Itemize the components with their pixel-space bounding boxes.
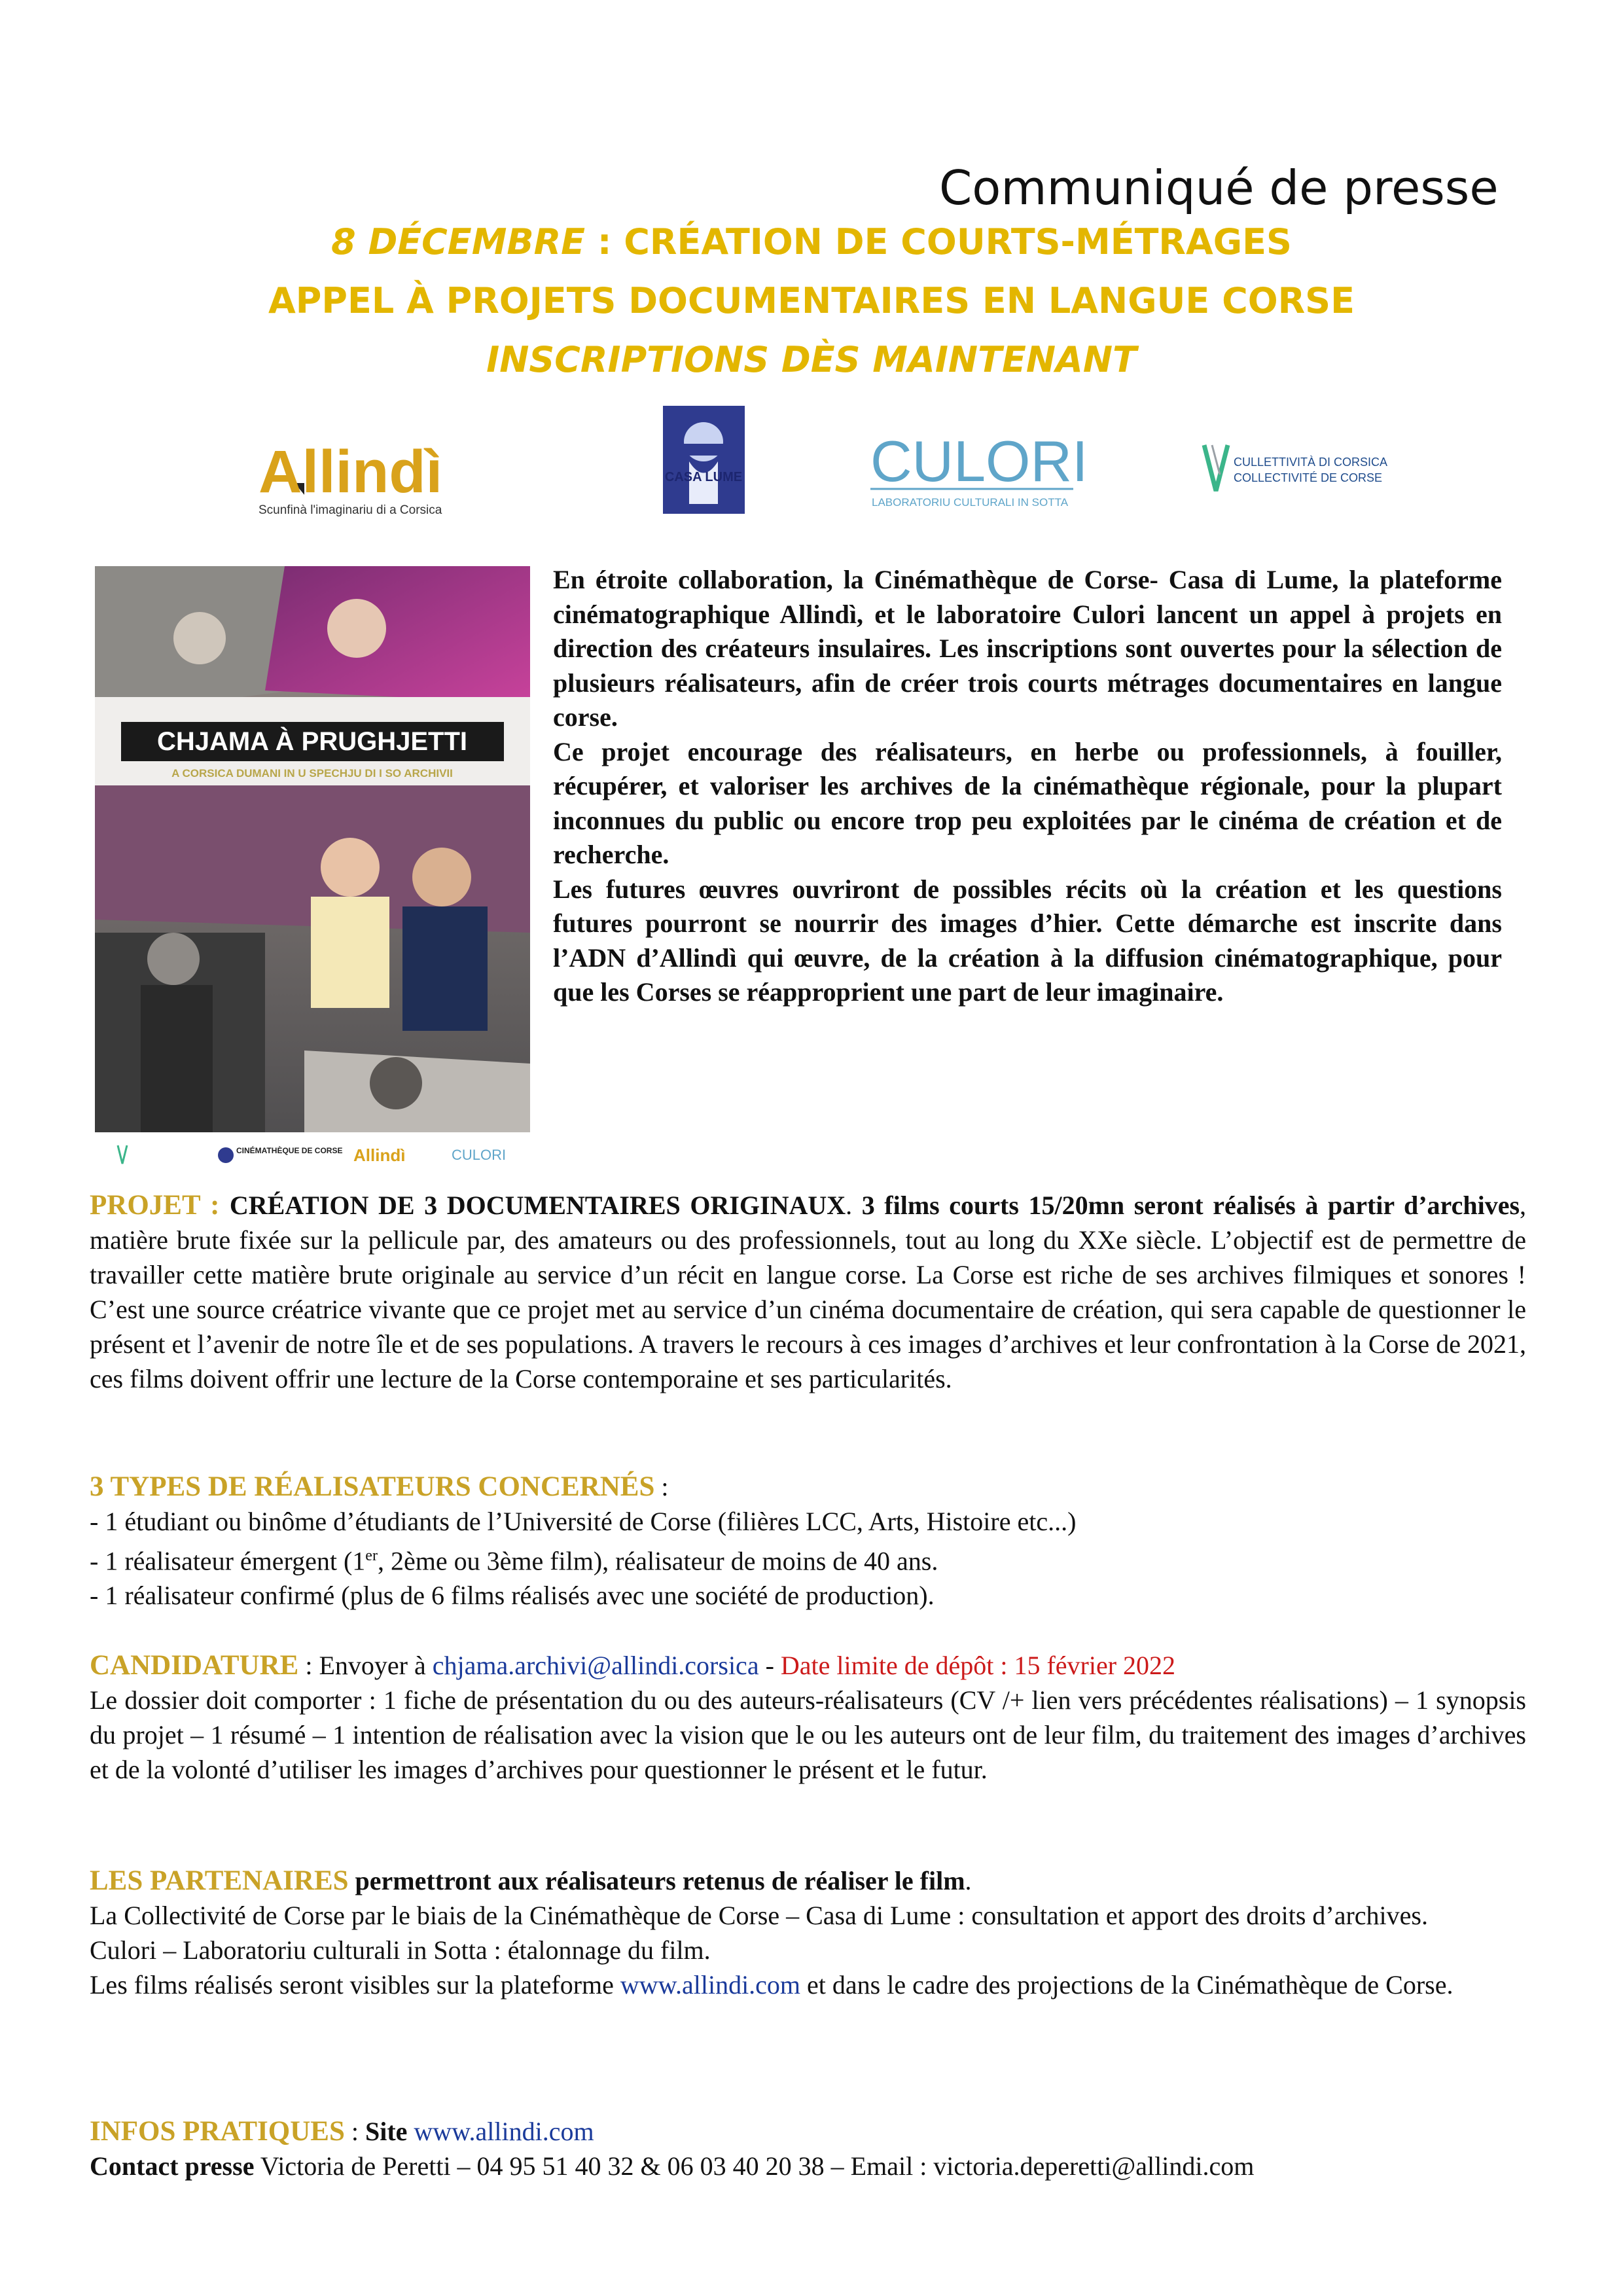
poster-image <box>95 566 530 1178</box>
partenaires-paragraph-2: Culori – Laboratoriu culturali in Sotta : étalonnage du film. <box>90 1935 711 1965</box>
types-item-3: - 1 réalisateur confirmé (plus de 6 films réalisés avec une société de production). <box>90 1581 935 1611</box>
headline-line-3: INSCRIPTIONS DÈS MAINTENANT <box>486 339 1137 380</box>
allindi-logo <box>259 419 494 517</box>
candidature-email-link[interactable]: chjama.archivi@allindi.corsica <box>432 1651 759 1680</box>
candidature-dash: - <box>758 1651 781 1680</box>
infos-contact-text: Victoria de Peretti – 04 95 51 40 32 & 06 03 40 20 38 – Email : victoria.deperetti@allindi.com <box>254 2151 1255 2181</box>
partenaires-paragraph-3 <box>90 1967 1526 2002</box>
cdc-logo-line2: COLLECTIVITÉ DE CORSE <box>1234 471 1383 484</box>
candidature-deadline: Date limite de dépôt : 15 février 2022 <box>780 1651 1176 1680</box>
projet-bold-title: CRÉATION DE 3 DOCUMENTAIRES ORIGINAUX <box>229 1191 846 1220</box>
types-item-2-sup: er <box>365 1547 378 1564</box>
headline-date: 8 DÉCEMBRE <box>331 221 586 262</box>
culori-logo-tagline: LABORATORIU CULTURALI IN SOTTA <box>872 496 1069 509</box>
cdc-logo-line1: CULLETTIVITÀ DI CORSICA <box>1234 456 1388 469</box>
infos-colon: : <box>344 2117 365 2146</box>
types-item-2-a: - 1 réalisateur émergent (1 <box>90 1546 366 1576</box>
allindi-logo-name: Allindì <box>259 439 443 505</box>
intro-paragraph-2: Ce projet encourage des réalisateurs, en herbe ou professionnels, à fouiller, récupérer, et valoriser les archives de la cinémathèque régionale, pour la plupart inconnues du public ou encore trop peu exploitées par le cinéma de création et de recherche. <box>553 736 1502 869</box>
projet-heading: PROJET : <box>90 1190 230 1221</box>
intro-paragraph-1: En étroite collaboration, la Cinémathèque de Corse- Casa di Lume, la plateforme cinématographique Allindì, et le laboratoire Culori lancent un appel à projets en direction des créateurs insulaires. Les inscriptions sont ouvertes pour la sélection de plusieurs réalisateurs, afin de créer trois courts métrages documentaires en langue corse. <box>553 565 1502 732</box>
intro-paragraph-3: Les futures œuvres ouvriront de possibles récits où la création et les questions futures pourront se nourrir des images d’hier. Cette démarche est inscrite dans l’ADN d’Allindì qui œuvre, de la création à la diffusion cinématographique, pour que les Corses se réapproprient une part de leur imaginaire. <box>553 874 1502 1007</box>
casa-logo-text: CASA LUME <box>664 470 743 484</box>
culori-logo <box>870 429 1088 514</box>
infos-site-link[interactable]: www.allindi.com <box>407 2117 594 2146</box>
section-projet <box>90 1188 1526 1396</box>
allindi-logo-tagline: Scunfinà l'imaginariu di a Corsica <box>259 503 442 517</box>
section-types <box>90 1469 1526 1613</box>
poster-footer-logo-2: Allindì <box>353 1145 406 1165</box>
partenaires-site-link[interactable]: www.allindi.com <box>620 1970 801 2000</box>
collectivite-de-corse-logo <box>1198 432 1388 504</box>
candidature-heading: CANDIDATURE <box>90 1650 299 1681</box>
infos-heading: INFOS PRATIQUES <box>90 2116 345 2147</box>
poster-footer <box>95 1132 530 1178</box>
types-colon: : <box>654 1472 669 1501</box>
partenaires-p3-a: Les films réalisés seront visibles sur la plateforme <box>90 1970 620 2000</box>
partenaires-dot: . <box>965 1866 972 1895</box>
projet-bold-films: 3 films courts 15/20mn seront réalisés à partir d’archives <box>861 1191 1520 1220</box>
poster-footer-logo-3: CULORI <box>452 1147 507 1163</box>
casa-di-lume-logo <box>663 406 745 514</box>
headline-line-2: APPEL À PROJETS DOCUMENTAIRES EN LANGUE CORSE <box>268 280 1355 321</box>
section-candidature <box>90 1648 1526 1787</box>
types-heading: 3 TYPES DE RÉALISATEURS CONCERNÉS <box>90 1471 655 1502</box>
infos-site-label: Site <box>365 2117 408 2146</box>
partenaires-bold: permettront aux réalisateurs retenus de réaliser le film <box>348 1866 965 1895</box>
poster-footer-logo-1: CINÉMATHÈQUE DE CORSE <box>236 1146 343 1155</box>
culori-logo-name: CULORI <box>870 429 1088 493</box>
poster-subtitle: A CORSICA DUMANI IN U SPECHJU DI I SO ARCHIVII <box>171 767 453 780</box>
candidature-text: Le dossier doit comporter : 1 fiche de présentation du ou des auteurs-réalisateurs (CV /+ lien vers précédentes réalisations) – 1 synopsis du projet – 1 résumé – 1 intention de réalisation avec la vision que le ou les auteurs ont de leur film, du traitement des images d’archives et de la volonté d’utiliser les images d’archives pour questionner le présent et le futur. <box>90 1685 1526 1784</box>
section-partenaires <box>90 1863 1526 2002</box>
types-item-2 <box>90 1539 1526 1578</box>
projet-separator: . <box>846 1191 862 1220</box>
section-infos <box>90 2114 1526 2183</box>
partenaires-heading: LES PARTENAIRES <box>90 1865 349 1896</box>
intro-text <box>553 563 1502 1010</box>
headline-line-1 <box>0 221 1623 262</box>
headline-line-1-text: : CRÉATION DE COURTS-MÉTRAGES <box>585 221 1292 262</box>
partenaires-paragraph-1: La Collectivité de Corse par le biais de la Cinémathèque de Corse – Casa di Lume : consultation et apport des droits d’archives. <box>90 1901 1428 1930</box>
types-item-2-b: , 2ème ou 3ème film), réalisateur de moins de 40 ans. <box>377 1546 938 1576</box>
infos-contact-label: Contact presse <box>90 2151 255 2181</box>
poster-title: CHJAMA À PRUGHJETTI <box>156 727 468 756</box>
projet-text: , matière brute fixée sur la pellicule par, des amateurs ou des professionnels, tout au long du XXe siècle. L’objectif est de permettre de travailler cette matière brute originale au service d’un récit en langue corse. La Corse est riche de ses archives filmiques et sonores ! C’est une source créatrice vivante que ce projet met au service d’un cinéma documentaire de création, qui sera capable de questionner le présent et l’avenir de notre île et de ses populations. A travers le recours à ces images d’archives et leur confrontation à la Corse de 2021, ces films doivent offrir une lecture de la Corse contemporaine et ses particularités. <box>90 1191 1527 1393</box>
candidature-send: : Envoyer à <box>298 1651 433 1680</box>
document-type-title: Communiqué de presse <box>939 160 1499 215</box>
partenaires-p3-b: et dans le cadre des projections de la Cinémathèque de Corse. <box>800 1970 1454 2000</box>
types-item-1: - 1 étudiant ou binôme d’étudiants de l’Université de Corse (filières LCC, Arts, Histoire etc...) <box>90 1507 1077 1536</box>
